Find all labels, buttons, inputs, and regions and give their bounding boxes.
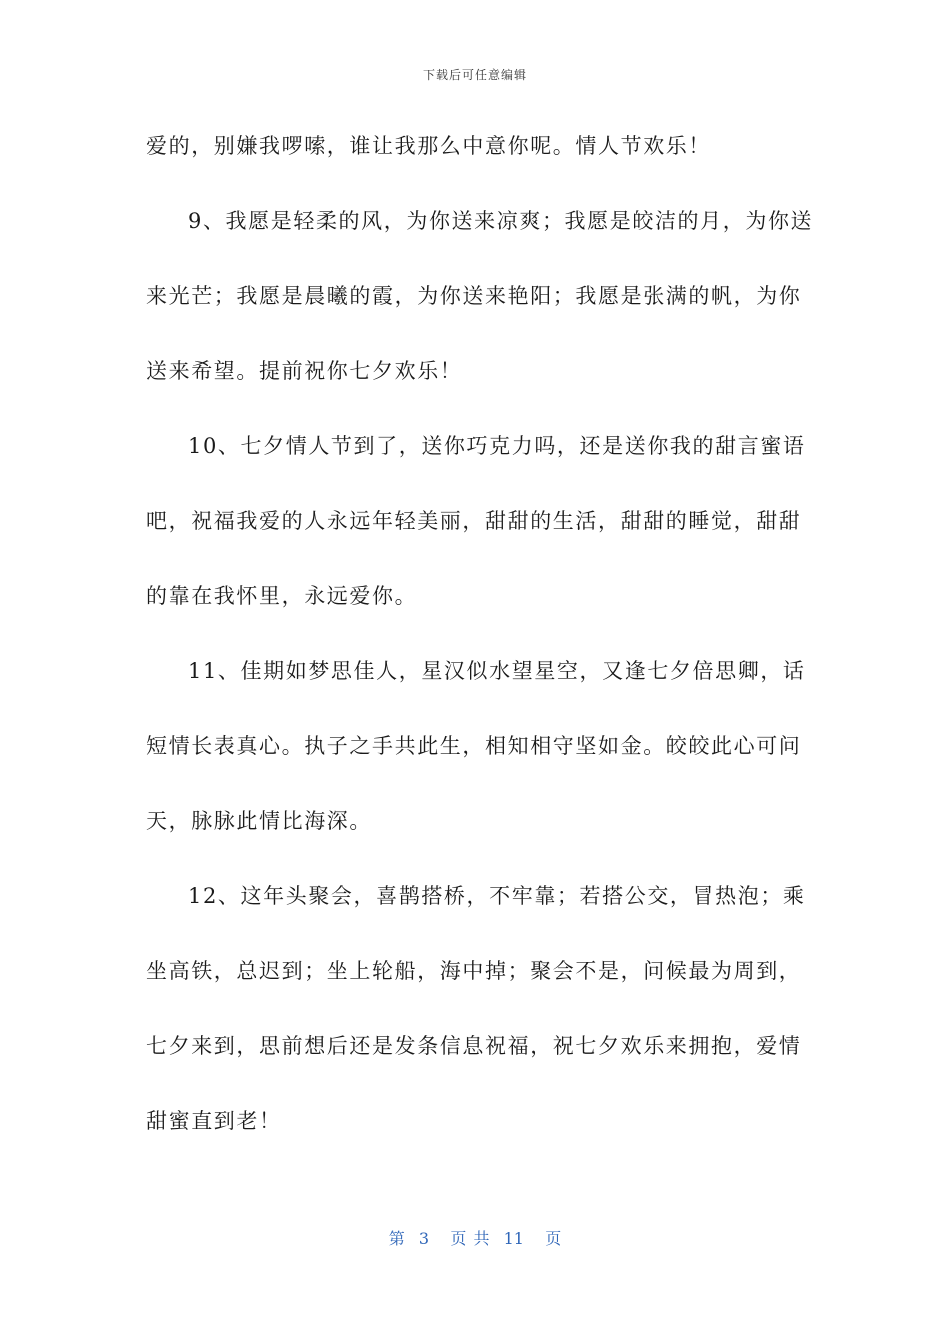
paragraph-12-line-4: 甜蜜直到老！ <box>146 1109 282 1133</box>
paragraph-10-line-1: 10、七夕情人节到了，送你巧克力吗，还是送你我的甜言蜜语 <box>188 434 806 458</box>
document-body <box>146 118 814 1168</box>
paragraph-11-line-1: 11、佳期如梦思佳人，星汉似水望星空，又逢七夕倍思卿，话 <box>188 659 806 683</box>
page-number: 第 3 页 共 11 页 <box>388 1229 562 1248</box>
paragraph-9-line-3: 送来希望。提前祝你七夕欢乐！ <box>146 359 463 383</box>
paragraph-10-line-3: 的靠在我怀里，永远爱你。 <box>146 584 418 608</box>
paragraph-12-line-3: 七夕来到，思前想后还是发条信息祝福，祝七夕欢乐来拥抱，爱情 <box>146 1034 802 1058</box>
paragraph-12-line-2: 坐高铁，总迟到；坐上轮船，海中掉；聚会不是，问候最为周到， <box>146 959 802 983</box>
page-header: 下载后可任意编辑 <box>422 68 527 82</box>
body-line: 爱的，别嫌我啰嗦，谁让我那么中意你呢。情人节欢乐！ <box>146 134 711 158</box>
paragraph-9-line-2: 来光芒；我愿是晨曦的霞，为你送来艳阳；我愿是张满的帆，为你 <box>146 284 802 308</box>
paragraph-10-line-2: 吧，祝福我爱的人永远年轻美丽，甜甜的生活，甜甜的睡觉，甜甜 <box>146 509 802 533</box>
paragraph-11-line-2: 短情长表真心。执子之手共此生，相知相守坚如金。皎皎此心可问 <box>146 734 802 758</box>
paragraph-9-line-1: 9、我愿是轻柔的风，为你送来凉爽；我愿是皎洁的月，为你送 <box>188 209 814 233</box>
paragraph-11-line-3: 天，脉脉此情比海深。 <box>146 809 372 833</box>
paragraph-12-line-1: 12、这年头聚会，喜鹊搭桥，不牢靠；若搭公交，冒热泡；乘 <box>188 884 806 908</box>
